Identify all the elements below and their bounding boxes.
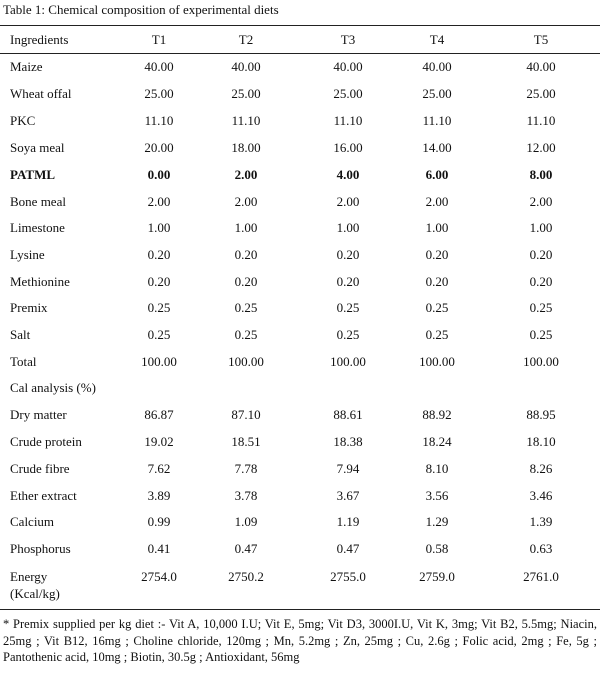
premix-footnote: * Premix supplied per kg diet :- Vit A, 10,000 I.U; Vit E, 5mg; Vit D3, 3000I.U, Vit K, 3mg; Vit B2, 5.5mg; Niacin, 25mg ; Vit B12, 16mg ; Choline chloride, 120mg ; Mn, 5.2mg ; Zn, 25mg ; Cu, 2.6g ; Folic acid, 2mg ; Fe, 5g ; Pantothenic acid, 10mg ; Biotin, 30.5g ; Antioxidant, 56mg — [3, 617, 597, 664]
row-value: 16.00 — [333, 140, 363, 155]
row-value: 8.00 — [529, 167, 553, 182]
row-value: 0.58 — [425, 541, 449, 556]
row-label: Soya meal — [10, 140, 65, 155]
row-value: 0.25 — [147, 300, 171, 315]
row-value: 25.00 — [144, 86, 174, 101]
row-label: PATML — [10, 167, 56, 182]
row-value: 1.29 — [425, 514, 449, 529]
row-value: 0.25 — [425, 300, 449, 315]
energy-value: 2759.0 — [419, 569, 455, 584]
row-value: 0.99 — [147, 514, 171, 529]
row-label: Ether extract — [10, 488, 77, 503]
row-label: Premix — [10, 300, 48, 315]
row-value: 0.25 — [336, 327, 360, 342]
header-t1: T1 — [151, 32, 167, 47]
row-value: 12.00 — [526, 140, 556, 155]
header-rule — [0, 53, 600, 54]
row-value: 25.00 — [231, 86, 261, 101]
row-value: 0.20 — [234, 247, 258, 262]
row-value: 11.10 — [231, 113, 261, 128]
row-value: 0.25 — [529, 300, 553, 315]
row-value: 0.47 — [336, 541, 360, 556]
row-value: 100.00 — [523, 354, 559, 369]
row-value: 0.25 — [147, 327, 171, 342]
row-label: Calcium — [10, 514, 55, 529]
energy-value: 2750.2 — [228, 569, 264, 584]
row-label: Total — [10, 354, 37, 369]
row-label: Salt — [10, 327, 31, 342]
row-value: 100.00 — [330, 354, 366, 369]
row-value: 0.63 — [529, 541, 553, 556]
row-value: 0.20 — [336, 274, 360, 289]
row-value: 11.10 — [422, 113, 452, 128]
row-value: 4.00 — [336, 167, 360, 182]
row-value: 2.00 — [147, 194, 171, 209]
row-value: 1.09 — [234, 514, 258, 529]
row-value: 0.20 — [425, 274, 449, 289]
row-value: 2.00 — [234, 194, 258, 209]
row-label: Crude protein — [10, 434, 82, 449]
row-value: 18.10 — [526, 434, 556, 449]
row-value: 0.00 — [147, 167, 171, 182]
row-value: 0.20 — [234, 274, 258, 289]
row-value: 7.94 — [336, 461, 360, 476]
row-value: 18.00 — [231, 140, 261, 155]
row-value: 18.51 — [231, 434, 261, 449]
row-value: 0.20 — [147, 274, 171, 289]
row-value: 14.00 — [422, 140, 452, 155]
row-label: Wheat offal — [10, 86, 72, 101]
row-value: 1.00 — [529, 220, 553, 235]
header-t5: T5 — [533, 32, 549, 47]
row-value: 1.00 — [425, 220, 449, 235]
row-value: 87.10 — [231, 407, 261, 422]
energy-label: Energy — [10, 569, 48, 584]
energy-value: 2754.0 — [141, 569, 177, 584]
row-value: 40.00 — [333, 59, 363, 74]
row-value: 2.00 — [529, 194, 553, 209]
row-value: 0.25 — [425, 327, 449, 342]
header-t3: T3 — [340, 32, 356, 47]
row-value: 1.00 — [147, 220, 171, 235]
row-value: 40.00 — [144, 59, 174, 74]
row-value: 2.00 — [234, 167, 258, 182]
energy-value: 2761.0 — [523, 569, 559, 584]
header-ingredients: Ingredients — [10, 32, 69, 47]
row-value: 25.00 — [526, 86, 556, 101]
row-label: Maize — [10, 59, 43, 74]
row-value: 0.20 — [147, 247, 171, 262]
row-label: PKC — [10, 113, 36, 128]
row-value: 88.92 — [422, 407, 452, 422]
row-value: 3.67 — [336, 488, 360, 503]
row-value: 40.00 — [422, 59, 452, 74]
row-value: 3.89 — [147, 488, 171, 503]
row-value: 0.25 — [234, 300, 258, 315]
row-value: 7.78 — [234, 461, 258, 476]
row-value: 86.87 — [144, 407, 174, 422]
row-value: 1.19 — [336, 514, 360, 529]
row-value: 0.47 — [234, 541, 258, 556]
row-value: 0.41 — [147, 541, 171, 556]
row-label: Crude fibre — [10, 461, 70, 476]
row-value: 0.20 — [336, 247, 360, 262]
row-value: 11.10 — [526, 113, 556, 128]
row-value: 11.10 — [333, 113, 363, 128]
row-value: 8.26 — [529, 461, 553, 476]
row-value: 0.25 — [336, 300, 360, 315]
top-rule — [0, 25, 600, 26]
row-value: 100.00 — [419, 354, 455, 369]
row-value: 0.25 — [234, 327, 258, 342]
row-label: Dry matter — [10, 407, 67, 422]
row-value: 6.00 — [425, 167, 449, 182]
row-value: 40.00 — [231, 59, 261, 74]
row-value: 18.38 — [333, 434, 363, 449]
row-value: 2.00 — [336, 194, 360, 209]
table-caption: Table 1: Chemical composition of experimental diets — [3, 2, 279, 17]
row-label: Lysine — [10, 247, 45, 262]
row-value: 20.00 — [144, 140, 174, 155]
row-value: 19.02 — [144, 434, 174, 449]
row-value: 1.39 — [529, 514, 553, 529]
row-value: 2.00 — [425, 194, 449, 209]
row-value: 7.62 — [147, 461, 171, 476]
row-value: 88.95 — [526, 407, 556, 422]
row-label: Cal analysis (%) — [10, 380, 96, 395]
row-value: 3.56 — [425, 488, 449, 503]
row-value: 25.00 — [422, 86, 452, 101]
row-value: 100.00 — [141, 354, 177, 369]
row-value: 1.00 — [234, 220, 258, 235]
energy-value: 2755.0 — [330, 569, 366, 584]
row-value: 18.24 — [422, 434, 452, 449]
row-value: 40.00 — [526, 59, 556, 74]
row-value: 88.61 — [333, 407, 363, 422]
row-value: 0.20 — [529, 247, 553, 262]
row-value: 11.10 — [144, 113, 174, 128]
row-value: 1.00 — [336, 220, 360, 235]
row-value: 100.00 — [228, 354, 264, 369]
row-value: 25.00 — [333, 86, 363, 101]
row-value: 0.25 — [529, 327, 553, 342]
row-value: 0.20 — [529, 274, 553, 289]
energy-unit-label: (Kcal/kg) — [10, 586, 60, 601]
row-label: Methionine — [10, 274, 70, 289]
row-label: Bone meal — [10, 194, 66, 209]
row-label: Phosphorus — [10, 541, 71, 556]
row-label: Limestone — [10, 220, 65, 235]
row-value: 3.46 — [529, 488, 553, 503]
header-t2: T2 — [238, 32, 254, 47]
bottom-rule — [0, 609, 600, 610]
row-value: 0.20 — [425, 247, 449, 262]
header-t4: T4 — [429, 32, 445, 47]
row-value: 8.10 — [425, 461, 449, 476]
row-value: 3.78 — [234, 488, 258, 503]
